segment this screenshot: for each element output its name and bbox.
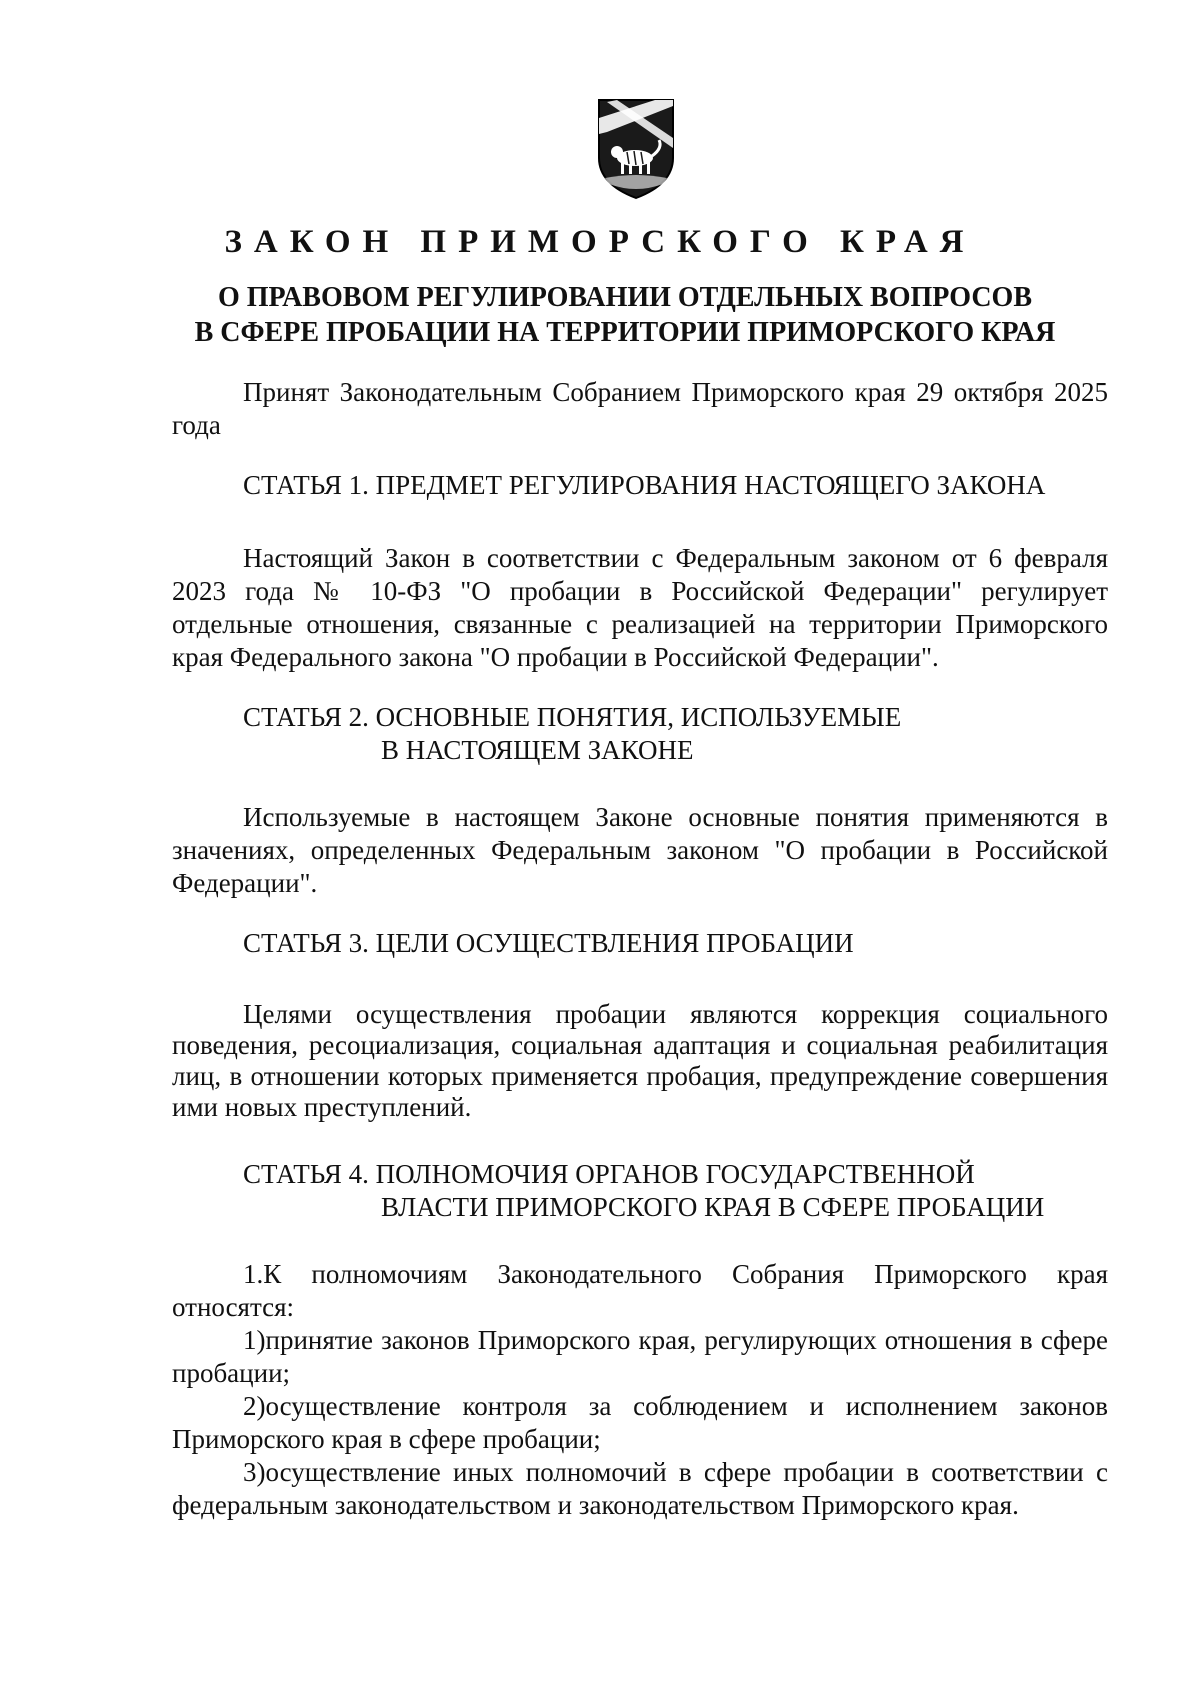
primorsky-krai-coat-of-arms-icon [597, 98, 675, 200]
article-4-intro: 1.К полномочиям Законодательного Собрания Приморского края относятся: [172, 1259, 1108, 1322]
article-1-heading-line1: СТАТЬЯ 1. ПРЕДМЕТ РЕГУЛИРОВАНИЯ НАСТОЯЩЕГО ЗАКОНА [243, 470, 1046, 500]
article-2-heading [243, 701, 1143, 767]
article-2-heading-line1: СТАТЬЯ 2. ОСНОВНЫЕ ПОНЯТИЯ, ИСПОЛЬЗУЕМЫЕ [243, 702, 902, 732]
article-4-heading-line2: ВЛАСТИ ПРИМОРСКОГО КРАЯ В СФЕРЕ ПРОБАЦИИ [381, 1192, 1045, 1222]
article-1-heading [243, 469, 1143, 502]
article-4-item-3: 3)осуществление иных полномочий в сфере пробации в соответствии с федеральным законодательством и законодательством Приморского края. [172, 1457, 1108, 1520]
article-4-heading-line1: СТАТЬЯ 4. ПОЛНОМОЧИЯ ОРГАНОВ ГОСУДАРСТВЕННОЙ [243, 1159, 975, 1189]
article-3-heading-line1: СТАТЬЯ 3. ЦЕЛИ ОСУЩЕСТВЛЕНИЯ ПРОБАЦИИ [243, 928, 854, 958]
adoption-note: Принят Законодательным Собранием Приморского края 29 октября 2025 года [172, 377, 1108, 440]
article-3-heading [243, 927, 1143, 960]
article-2-text: Используемые в настоящем Законе основные понятия применяются в значениях, определенных Федеральным законом "О пробации в Российской Федерации". [172, 802, 1108, 898]
article-3-text: Целями осуществления пробации являются коррекция социального поведения, ресоциализация, социальная адаптация и социальная реабилитация лиц, в отношении которых применяется пробация, предупреждение совершения ими новых преступлений. [172, 999, 1108, 1122]
law-title: ЗАКОН ПРИМОРСКОГО КРАЯ [224, 224, 976, 260]
article-4-item-1: 1)принятие законов Приморского края, регулирующих отношения в сфере пробации; [172, 1325, 1108, 1388]
article-4-heading [243, 1158, 1143, 1224]
law-subtitle [150, 280, 1100, 350]
subtitle-line-2: В СФЕРЕ ПРОБАЦИИ НА ТЕРРИТОРИИ ПРИМОРСКОГО КРАЯ [194, 317, 1056, 348]
subtitle-line-1: О ПРАВОВОМ РЕГУЛИРОВАНИИ ОТДЕЛЬНЫХ ВОПРОСОВ [217, 282, 1033, 313]
article-1-text: Настоящий Закон в соответствии с Федеральным законом от 6 февраля 2023 года № 10-ФЗ "О пробации в Российской Федерации" регулирует отдельные отношения, связанные с реализацией на территории Приморского края Федерального закона "О пробации в Российской Федерации". [172, 543, 1108, 672]
article-2-heading-line2: В НАСТОЯЩЕМ ЗАКОНЕ [381, 735, 694, 765]
article-4-item-2: 2)осуществление контроля за соблюдением и исполнением законов Приморского края в сфере пробации; [172, 1391, 1108, 1454]
